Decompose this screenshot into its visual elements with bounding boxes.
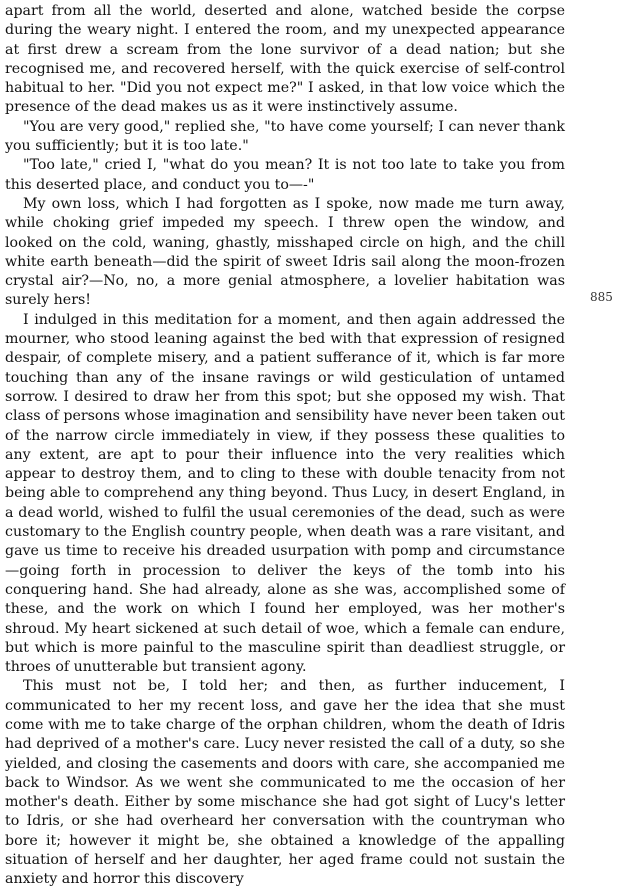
paragraph-2: "You are very good," replied she, "to have come yourself; I can never thank you sufficiently; but it is too late." xyxy=(5,118,565,155)
paragraph-5: I indulged in this meditation for a moment, and then again addressed the mourner, who stood leaning against the bed with that expression of resigned despair, of complete misery, and a patient sufferance of it, which is far more touching than any of the insane ravings or wild gesticulation of untamed sorrow. I desired to draw her from this spot; but she opposed my wish. That class of persons whose imagination and sensibility have never been taken out of the narrow circle immediately in view, if they possess these qualities to any extent, are apt to pour their influence into the very realities which appear to destroy them, and to cling to these with double tenacity from not being able to comprehend any thing beyond. Thus Lucy, in desert England, in a dead world, wished to fulfil the usual ceremonies of the dead, such as were customary to the English country people, when death was a rare visitant, and gave us time to receive his dreaded usurpation with pomp and circumstance—going forth in procession to deliver the keys of the tomb into his conquering hand. She had already, alone as she was, accomplished some of these, and the work on which I found her employed, was her mother's shroud. My heart sickened at such detail of woe, which a female can endure, but which is more painful to the masculine spirit than deadliest struggle, or throes of unutterable but transient agony. xyxy=(5,311,565,676)
paragraph-3: "Too late," cried I, "what do you mean? It is not too late to take you from this deserted place, and conduct you to—-" xyxy=(5,157,565,193)
paragraph-6: This must not be, I told her; and then, as further inducement, I communicated to her my recent loss, and gave her the idea that she must come with me to take charge of the orphan children, whom the death of Idris had deprived of a mother's care. Lucy never resisted the call of a duty, so she yielded, and closing the casements and doors with care, she accompanied me back to Windsor. As we went she communicated to me the occasion of her mother's death. Either by some mischance she had got sight of Lucy's letter to Idris, or she had overheard her conversation with the countryman who bore it; however it might be, she obtained a knowledge of the appalling situation of herself and her daughter, her aged frame could not sustain the anxiety and horror this discovery xyxy=(5,678,565,888)
paragraph-4: My own loss, which I had forgotten as I spoke, now made me turn away, while choking grief impeded my speech. I threw open the window, and looked on the cold, waning, ghastly, misshaped circle on high, and the chill white earth beneath—did the spirit of sweet Idris sail along the moon-frozen crystal air?—No, no, a more genial atmosphere, a lovelier habitation was surely hers! xyxy=(5,195,565,309)
page-number: 885 xyxy=(590,290,613,304)
body-text xyxy=(5,2,565,890)
paragraph-1: apart from all the world, deserted and alone, watched beside the corpse during the weary night. I entered the room, and my unexpected appearance at first drew a scream from the lone survivor of a dead nation; but she recognised me, and recovered herself, with the quick exercise of self-control habitual to her. "Did you not expect me?" I asked, in that low voice which the presence of the dead makes us as it were instinctively assume. xyxy=(5,3,565,116)
